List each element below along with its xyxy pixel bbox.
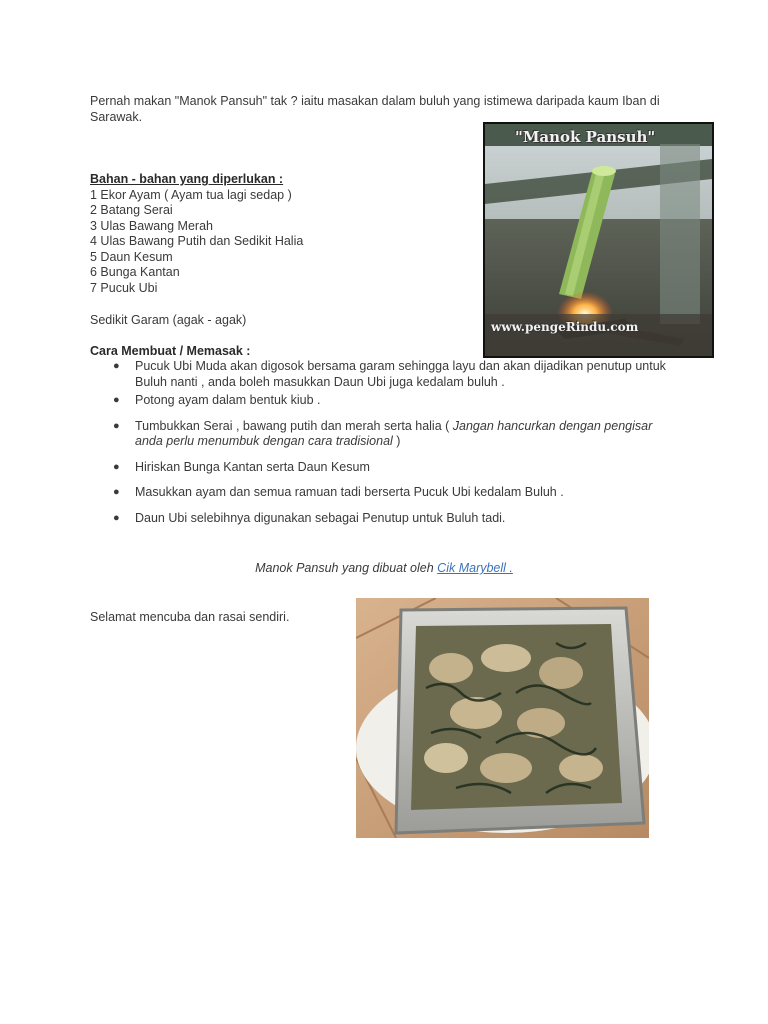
ingredient-item: 3 Ulas Bawang Merah: [90, 218, 213, 233]
photo-caption: [0, 561, 768, 577]
method-step: [90, 359, 680, 390]
watermark-title: "Manok Pansuh": [515, 128, 656, 146]
closing-text: Selamat mencuba dan rasai sendiri.: [90, 610, 290, 624]
bullet-icon: ●: [113, 360, 120, 372]
step-text: Daun Ubi selebihnya digunakan sebagai Penutup untuk Buluh tadi.: [135, 510, 506, 525]
watermark-url: www.pengeRindu.com: [491, 320, 639, 334]
intro-paragraph: Pernah makan "Manok Pansuh" tak ? iaitu masakan dalam buluh yang istimewa daripada kaum Iban di Sarawak.: [90, 94, 660, 124]
manok-pansuh-dish-photo: [356, 598, 649, 838]
step-text: Hiriskan Bunga Kantan serta Daun Kesum: [135, 459, 370, 474]
ingredients-section: [90, 172, 470, 296]
step-text: Tumbukkan Serai , bawang putih dan merah serta halia (: [135, 418, 453, 433]
bullet-icon: ●: [113, 460, 120, 473]
method-title: Cara Membuat / Memasak :: [90, 344, 251, 358]
manok-pansuh-cooking-photo: [483, 122, 714, 358]
step-text: Masukkan ayam dan semua ramuan tadi berserta Pucuk Ubi kedalam Buluh .: [135, 485, 564, 499]
caption-text: Manok Pansuh yang dibuat oleh: [255, 561, 438, 575]
step-text: ): [392, 434, 401, 448]
dish-tray-illustration: [356, 598, 649, 838]
method-step: [90, 393, 680, 409]
ingredient-item: 6 Bunga Kantan: [90, 265, 180, 279]
step-italic-note: Jangan hancurkan dengan pengisar anda perlu menumbuk dengan cara tradisional: [135, 418, 653, 448]
method-steps-list: [90, 359, 680, 526]
bullet-icon: ●: [113, 394, 120, 406]
salt-note: Sedikit Garam (agak - agak): [90, 313, 247, 327]
method-step: [90, 485, 680, 501]
ingredient-item: 5 Daun Kesum: [90, 249, 173, 264]
step-text: Potong ayam dalam bentuk kiub .: [135, 393, 321, 407]
ingredient-item: 7 Pucuk Ubi: [90, 280, 158, 295]
author-link[interactable]: Cik Marybell .: [437, 561, 513, 575]
method-step: [90, 511, 680, 527]
ingredients-title: Bahan - bahan yang diperlukan :: [90, 172, 284, 186]
ingredient-item: 4 Ulas Bawang Putih dan Sedikit Halia: [90, 234, 304, 248]
ingredient-item: 1 Ekor Ayam ( Ayam tua lagi sedap ): [90, 187, 292, 202]
bullet-icon: ●: [113, 419, 120, 432]
bullet-icon: ●: [113, 511, 120, 524]
method-step: [90, 460, 680, 476]
method-step: [90, 419, 680, 450]
ingredient-item: 2 Batang Serai: [90, 203, 173, 217]
step-text: Pucuk Ubi Muda akan digosok bersama garam sehingga layu dan akan dijadikan penutup untuk Buluh nanti , anda boleh masukkan Daun Ubi juga kedalam buluh .: [135, 359, 666, 389]
bullet-icon: ●: [113, 486, 120, 498]
